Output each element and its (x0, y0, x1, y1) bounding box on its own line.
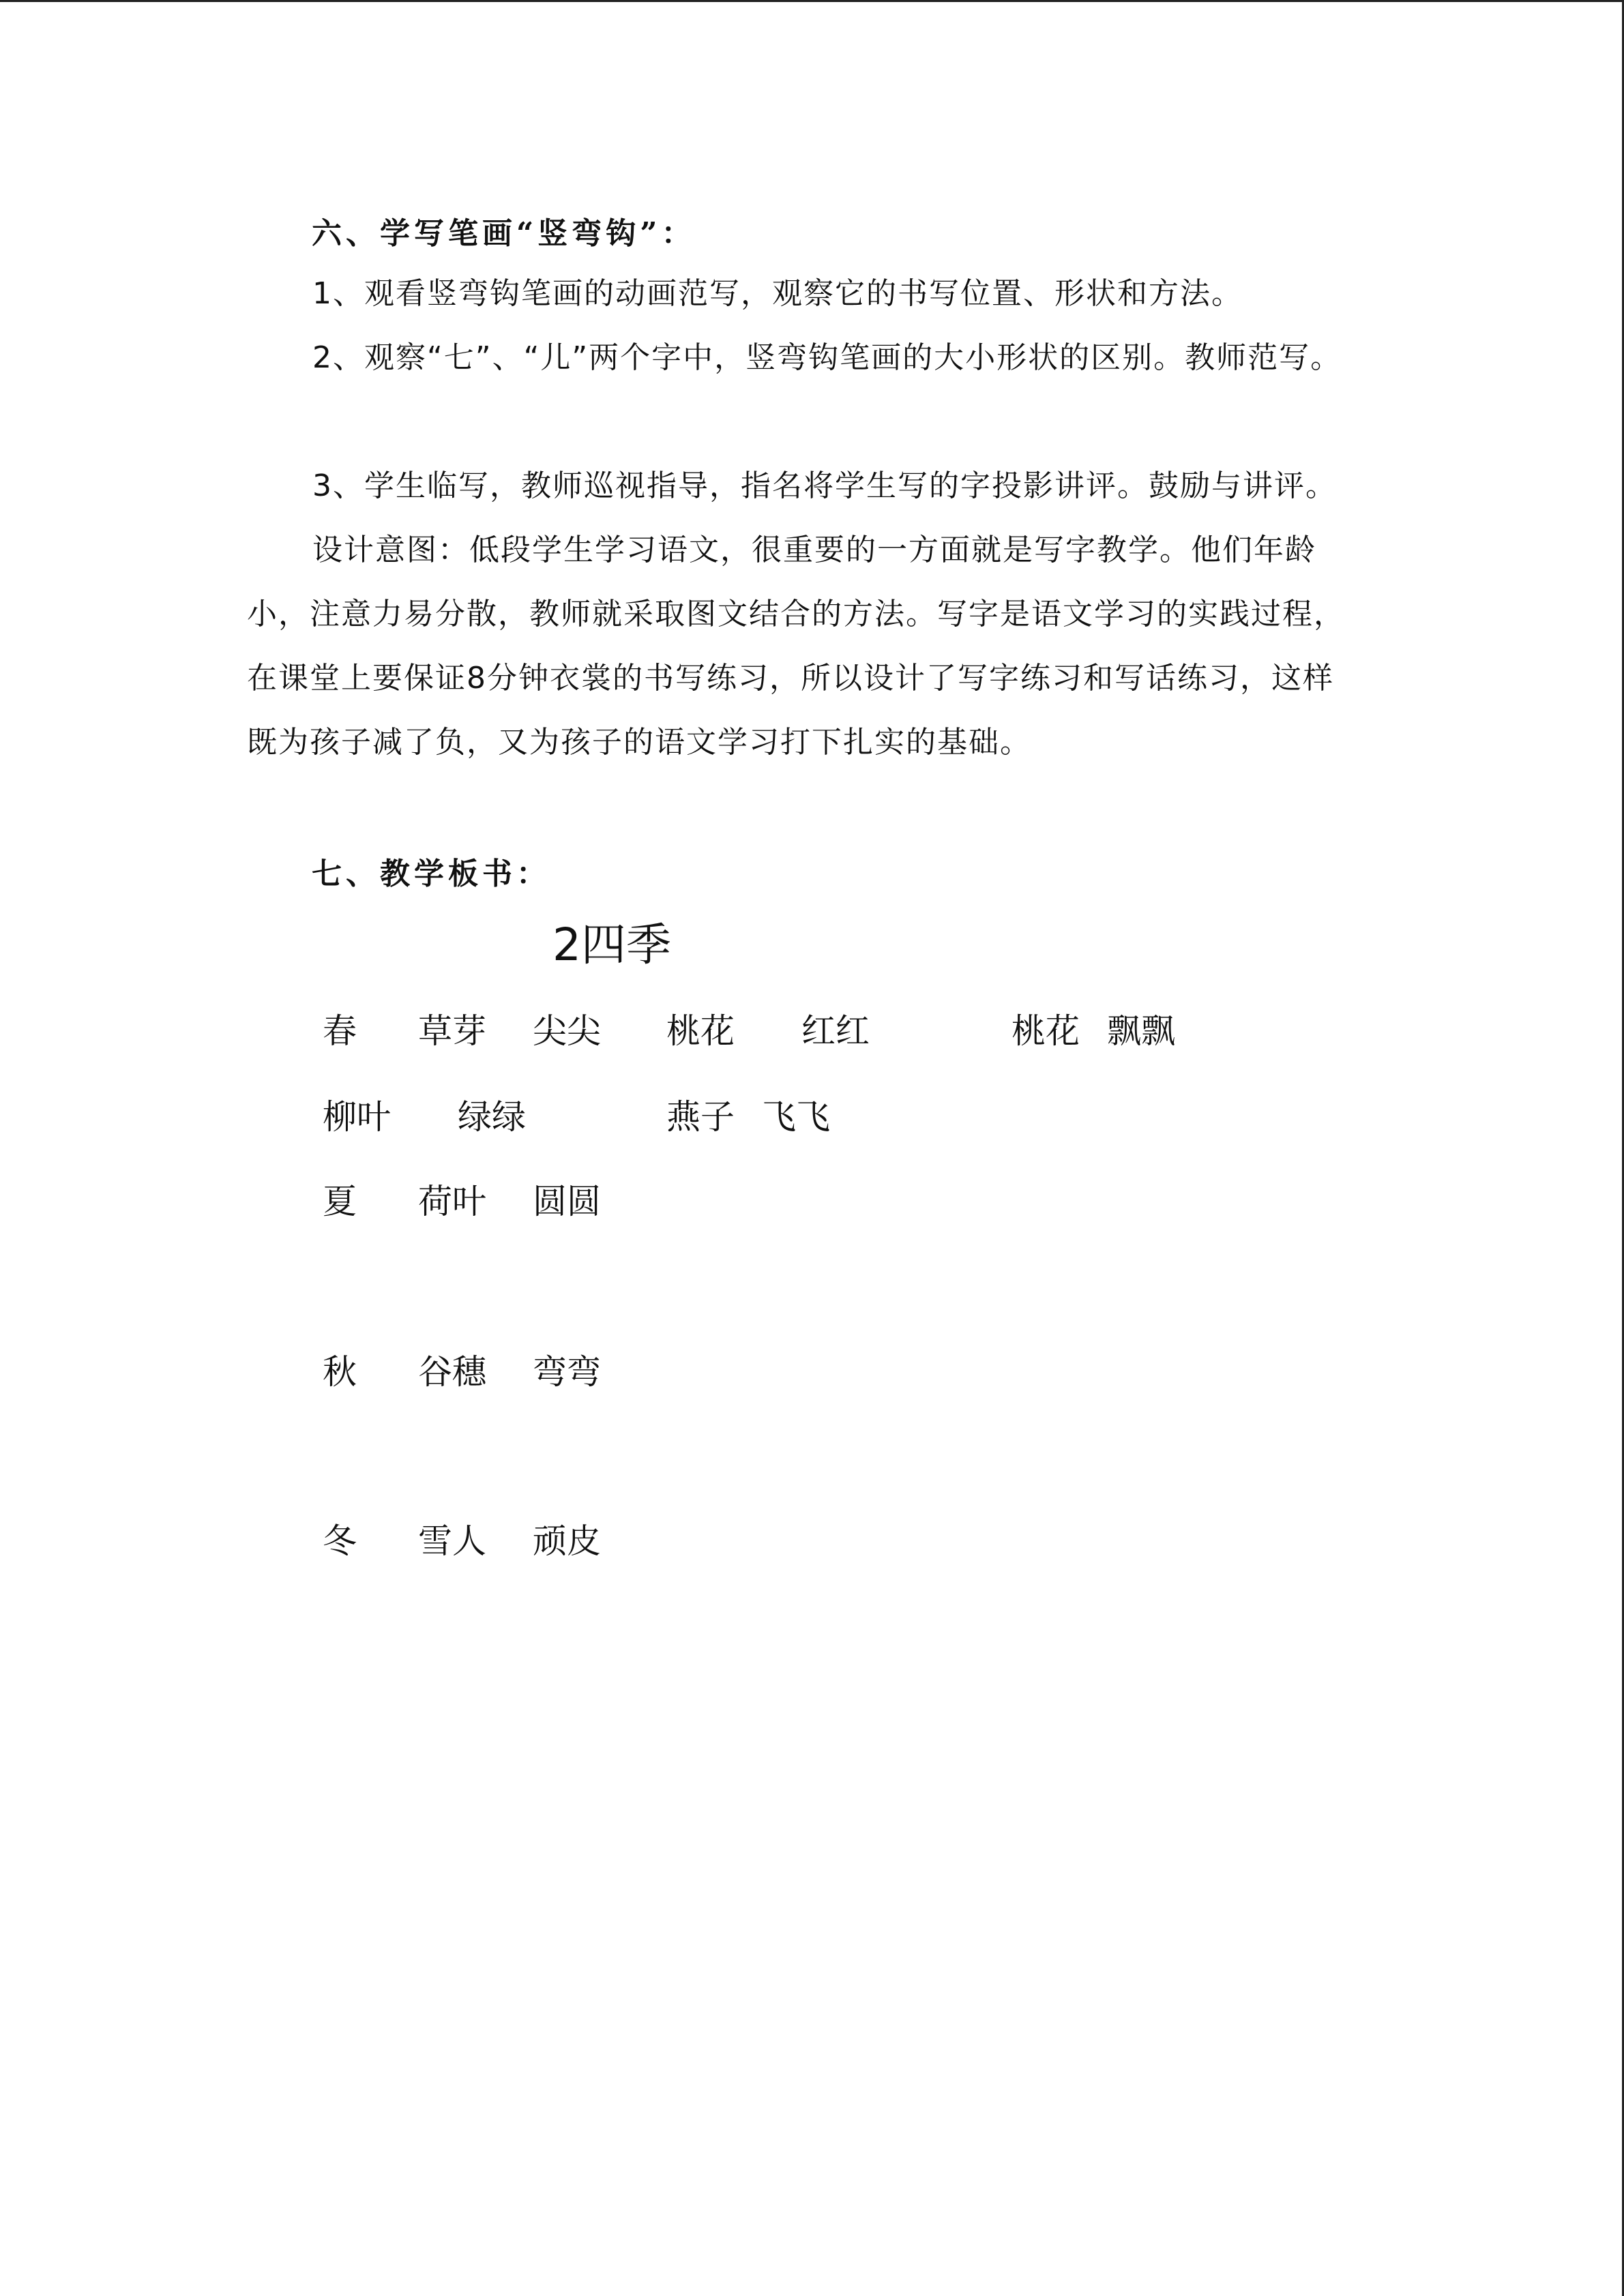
board-season-autumn: 秋 (323, 1352, 357, 1392)
board-word: 谷穗 (418, 1352, 486, 1392)
board-word: 飘飘 (1107, 1011, 1175, 1051)
page-top-border (0, 0, 1624, 2)
board-word: 雪人 (418, 1521, 486, 1561)
board-word: 红红 (801, 1011, 870, 1051)
board-word: 桃花 (666, 1011, 735, 1051)
board-word: 燕子 (666, 1097, 735, 1137)
section-6-step-1: 1、观看竖弯钩笔画的动画范写，观察它的书写位置、形状和方法。 (312, 276, 1243, 311)
section-6-step-2: 2、观察“七”、“儿”两个字中，竖弯钩笔画的大小形状的区别。教师范写。 (312, 340, 1342, 375)
section-6-design-intent: 设计意图：低段学生学习语文，很重要的一方面就是写字教学。他们年龄小，注意力易分散，教师就采取图文结合的方法。写字是语文学习的实践过程，在课堂上要保证8分钟衣裳的书写练习，所以设计了写字练习和写话练习，这样既为孩子减了负，又为孩子的语文学习打下扎实的基础。 (247, 533, 1345, 760)
board-word: 绿绿 (458, 1097, 526, 1137)
board-season-spring: 春 (323, 1011, 357, 1051)
board-word: 桃花 (1012, 1011, 1080, 1051)
board-season-summer: 夏 (323, 1182, 357, 1221)
board-word: 柳叶 (323, 1097, 391, 1137)
board-word: 飞飞 (762, 1097, 830, 1137)
board-word: 圆圆 (533, 1182, 601, 1221)
section-7-heading: 七、教学板书： (312, 856, 550, 891)
section-6-heading: 六、学写笔画“竖弯钩”： (312, 216, 696, 251)
board-season-winter: 冬 (323, 1521, 357, 1561)
section-6-step-3: 3、学生临写，教师巡视指导，指名将学生写的字投影讲评。鼓励与讲评。 (312, 468, 1337, 503)
board-word: 尖尖 (533, 1011, 601, 1051)
board-word: 草芽 (418, 1011, 486, 1051)
board-word: 弯弯 (533, 1352, 601, 1392)
board-title: 2四季 (552, 919, 671, 971)
board-word: 顽皮 (533, 1521, 601, 1561)
board-word: 荷叶 (418, 1182, 486, 1221)
